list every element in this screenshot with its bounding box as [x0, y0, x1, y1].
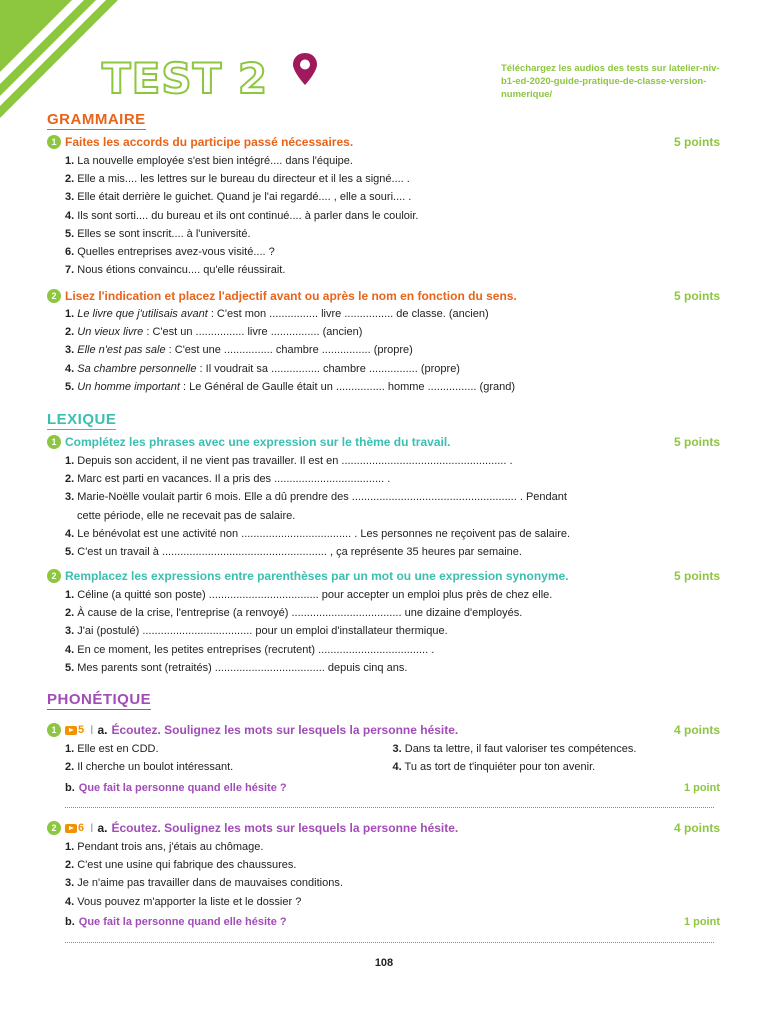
- grammaire-exercise-1-header: [47, 134, 720, 150]
- list-item: 5. Elles se sont inscrit.... à l'université.: [65, 227, 251, 240]
- audio-download-note: Téléchargez les audios des tests sur latelier-niv-b1-ed-2020-guide-pratique-de-classe-version-numerique/: [501, 63, 720, 100]
- phonetique-exercise-2-list: [65, 838, 720, 911]
- lexique-exercise-2-list: [65, 586, 720, 677]
- play-icon: [65, 726, 77, 735]
- list-item: 2. Il cherche un boulot intéressant.: [65, 761, 234, 774]
- grammaire-exercise-1-list: [65, 152, 720, 279]
- part-b-question: Que fait la personne quand elle hésite ?: [78, 782, 287, 794]
- page-number: 108: [374, 957, 394, 969]
- section-title-phonetique: PHONÉTIQUE: [47, 691, 152, 708]
- exercise-instruction: Écoutez. Soulignez les mots sur lesquels la personne hésite.: [111, 723, 459, 737]
- audio-track-6[interactable]: 6: [65, 822, 84, 834]
- list-item: 4. Sa chambre personnelle : Il voudrait sa ................ chambre ................ (propre): [65, 362, 460, 375]
- part-b-points: 1 point: [683, 782, 720, 794]
- exercise-number-badge: 1: [47, 435, 61, 449]
- part-b-question: Que fait la personne quand elle hésite ?: [78, 916, 287, 928]
- list-item: 6. Quelles entreprises avez-vous visité.... ?: [65, 246, 275, 259]
- phonetique-exercise-1-list: [65, 740, 720, 776]
- part-a-label: a.: [97, 821, 108, 835]
- list-item: 1. Le livre que j'utilisais avant : C'est mon ................ livre ................ de classe. (ancien): [65, 308, 489, 320]
- location-pin-icon: [291, 52, 319, 86]
- list-item: 2. C'est une usine qui fabrique des chaussures.: [65, 859, 297, 872]
- section-title-lexique: LEXIQUE: [47, 411, 117, 428]
- answer-line[interactable]: [65, 942, 714, 943]
- exercise-number-badge: 1: [47, 135, 61, 149]
- grammaire-exercise-2-header: [47, 288, 720, 304]
- right-column: [393, 740, 721, 776]
- list-item: 2. Elle a mis.... les lettres sur le bureau du directeur et il les a signé.... .: [65, 173, 410, 186]
- list-item: 1. Céline (a quitté son poste) .................................... pour accepter un emploi plus près de chez elle.: [65, 589, 553, 601]
- list-item: 5. Un homme important : Le Général de Gaulle était un ................ homme ................ (grand): [65, 380, 516, 393]
- list-item: 3. J'ai (postulé) .................................... pour un emploi d'installateur thermique.: [65, 625, 448, 638]
- list-item-continuation: cette période, elle ne recevait pas de salaire.: [77, 509, 296, 522]
- phonetique-exercise-2-part-b: [65, 914, 720, 930]
- play-icon: [65, 824, 77, 833]
- list-item: 4. Le bénévolat est une activité non .................................... . Les personnes ne reçoivent pas de salaire.: [65, 527, 571, 540]
- list-item: 2. Marc est parti en vacances. Il a pris des .................................... .: [65, 473, 391, 486]
- list-item: 3. Je n'aime pas travailler dans de mauvaises conditions.: [65, 877, 343, 890]
- exercise-points: 4 points: [673, 821, 720, 835]
- lexique-exercise-1-header: [47, 434, 720, 450]
- list-item: 1. La nouvelle employée s'est bien intégré.... dans l'équipe.: [65, 155, 353, 167]
- list-item: 3. Dans ta lettre, il faut valoriser tes compétences.: [392, 743, 637, 755]
- part-b-label: b.: [65, 782, 75, 794]
- phonetique-exercise-1-part-b: [65, 780, 720, 796]
- part-b-points: 1 point: [683, 916, 720, 928]
- list-item: 3. Elle était derrière le guichet. Quand je l'ai regardé.... , elle a souri.... .: [65, 191, 412, 204]
- list-item: 3. Elle n'est pas sale : C'est une ................ chambre ................ (propre): [65, 344, 413, 357]
- test-title: TEST 2: [102, 54, 269, 103]
- exercise-instruction: Faites les accords du participe passé nécessaires.: [65, 135, 354, 149]
- list-item: 7. Nous étions convaincu.... qu'elle réussirait.: [65, 264, 286, 277]
- audio-track-5[interactable]: 5: [65, 724, 84, 736]
- list-item: 4. Vous pouvez m'apporter la liste et le dossier ?: [65, 895, 302, 908]
- list-item: 2. À cause de la crise, l'entreprise (a renvoyé) .................................... une dizaine d'employés.: [65, 607, 523, 620]
- exercise-number-badge: 2: [47, 569, 61, 583]
- list-item: 4. En ce moment, les petites entreprises (recrutent) .................................... .: [65, 643, 435, 656]
- exercise-instruction: Lisez l'indication et placez l'adjectif avant ou après le nom en fonction du sens.: [65, 289, 517, 303]
- phonetique-exercise-2-header: [47, 820, 720, 836]
- exercise-points: 5 points: [673, 435, 720, 449]
- phonetique-exercise-1-header: [47, 722, 720, 738]
- part-a-label: a.: [97, 723, 108, 737]
- list-item: 1. Pendant trois ans, j'étais au chômage.: [65, 841, 264, 853]
- exercise-number-badge: 1: [47, 723, 61, 737]
- exercise-points: 4 points: [673, 723, 720, 737]
- exercise-points: 5 points: [673, 569, 720, 583]
- list-item: 1. Depuis son accident, il ne vient pas travailler. Il est en ...................................................... .: [65, 455, 513, 467]
- part-b-label: b.: [65, 916, 75, 928]
- list-item: 5. C'est un travail à ...................................................... , ça représente 35 heures par semaine.: [65, 546, 522, 559]
- list-item: 2. Un vieux livre : C'est un ................ livre ................ (ancien): [65, 326, 363, 339]
- exercise-points: 5 points: [673, 289, 720, 303]
- lexique-exercise-1-list: [65, 452, 720, 561]
- exercise-number-badge: 2: [47, 821, 61, 835]
- list-item: 4. Tu as tort de t'inquiéter pour ton avenir.: [392, 761, 596, 774]
- exercise-points: 5 points: [673, 135, 720, 149]
- left-column: [65, 740, 393, 776]
- exercise-number-badge: 2: [47, 289, 61, 303]
- separator: I: [90, 723, 94, 737]
- section-title-grammaire: GRAMMAIRE: [47, 111, 146, 128]
- list-item: 4. Ils sont sorti.... du bureau et ils ont continué.... à parler dans le couloir.: [65, 209, 419, 222]
- list-item: 5. Mes parents sont (retraités) .................................... depuis cinq ans.: [65, 661, 408, 674]
- list-item: 1. Elle est en CDD.: [65, 743, 159, 755]
- list-item: 3. Marie-Noëlle voulait partir 6 mois. Elle a dû prendre des ...................................................... . Pendant: [65, 491, 567, 504]
- lexique-exercise-2-header: [47, 568, 720, 584]
- exercise-instruction: Remplacez les expressions entre parenthèses par un mot ou une expression synonyme.: [65, 569, 569, 583]
- separator: I: [90, 821, 94, 835]
- exercise-instruction: Écoutez. Soulignez les mots sur lesquels la personne hésite.: [111, 821, 459, 835]
- exercise-instruction: Complétez les phrases avec une expression sur le thème du travail.: [65, 435, 451, 449]
- answer-line[interactable]: [65, 807, 714, 808]
- grammaire-exercise-2-list: [65, 305, 720, 396]
